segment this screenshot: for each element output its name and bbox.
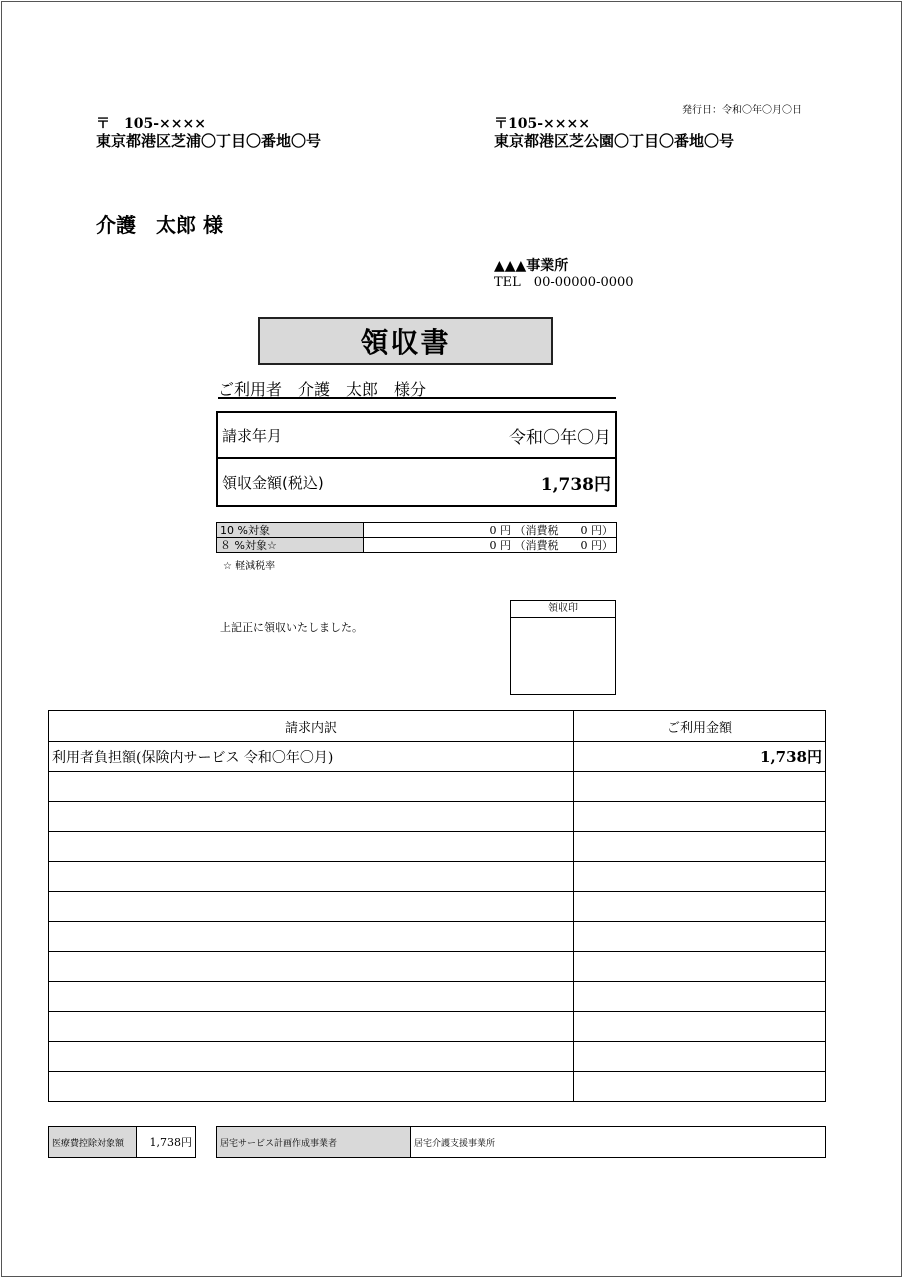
detail-item xyxy=(49,832,574,862)
table-row xyxy=(49,952,826,982)
tax-amount: 0 円 （消費税 xyxy=(489,523,559,537)
planner-value: 居宅介護支援事業所 xyxy=(414,1138,496,1149)
amount-label: 領収金額(税込) xyxy=(222,473,324,492)
detail-item xyxy=(49,772,574,802)
table-row xyxy=(49,832,826,862)
recipient-address: 東京都港区芝浦〇丁目〇番地〇号 xyxy=(96,132,322,150)
receipt-stamp-box xyxy=(510,600,616,695)
summary-box xyxy=(216,411,617,507)
sender-address: 東京都港区芝公園〇丁目〇番地〇号 xyxy=(494,132,735,150)
detail-amount xyxy=(574,892,826,922)
detail-item xyxy=(49,952,574,982)
amount-row xyxy=(218,459,615,505)
detail-amount xyxy=(574,952,826,982)
medical-value: 1,738円 xyxy=(149,1136,192,1149)
table-row xyxy=(49,742,826,772)
received-text: 上記正に領収いたしました。 xyxy=(220,621,363,634)
table-row xyxy=(49,772,826,802)
detail-item xyxy=(49,1072,574,1102)
detail-amount xyxy=(574,772,826,802)
reduced-rate-note: ☆ 軽減税率 xyxy=(223,561,276,572)
stamp-title: 領収印 xyxy=(511,601,615,618)
detail-item xyxy=(49,862,574,892)
tax-amount: 0 円 （消費税 xyxy=(489,538,559,552)
billing-month-label: 請求年月 xyxy=(222,426,283,445)
planner-label: 居宅サービス計画作成事業者 xyxy=(217,1127,411,1157)
table-row xyxy=(49,922,826,952)
table-row xyxy=(49,892,826,922)
amount-value: 1,738円 xyxy=(540,474,611,495)
detail-amount xyxy=(574,1042,826,1072)
detail-item xyxy=(49,802,574,832)
billing-month-row xyxy=(218,413,615,459)
detail-item xyxy=(49,922,574,952)
detail-header-row xyxy=(49,711,826,742)
medical-deduction-box xyxy=(48,1126,196,1158)
tax-tax: 0 円） xyxy=(580,523,613,537)
tax-value xyxy=(364,523,617,538)
detail-amount: 1,738円 xyxy=(574,742,826,772)
detail-amount xyxy=(574,832,826,862)
detail-item xyxy=(49,1042,574,1072)
medical-label: 医療費控除対象額 xyxy=(49,1127,137,1157)
sender-tel: TEL 00-00000-0000 xyxy=(494,275,634,290)
tax-label: ８ %対象☆ xyxy=(217,538,364,553)
detail-amount xyxy=(574,802,826,832)
detail-amount xyxy=(574,982,826,1012)
sender-office: ▲▲▲事業所 xyxy=(494,258,569,274)
detail-amount xyxy=(574,1072,826,1102)
table-row xyxy=(49,802,826,832)
planner-box xyxy=(216,1126,826,1158)
detail-table xyxy=(48,710,826,1102)
table-row xyxy=(49,982,826,1012)
detail-header-item: 請求内訳 xyxy=(49,711,574,742)
detail-amount xyxy=(574,922,826,952)
table-row xyxy=(49,1012,826,1042)
tax-value xyxy=(364,538,617,553)
tax-row xyxy=(217,538,617,553)
detail-body xyxy=(49,742,826,1102)
detail-item: 利用者負担額(保険内サービス 令和〇年〇月) xyxy=(49,742,574,772)
tax-tax: 0 円） xyxy=(580,538,613,552)
recipient-name: 介護 太郎 様 xyxy=(96,213,223,237)
receipt-title: 領収書 xyxy=(258,317,553,365)
tax-table xyxy=(216,522,617,553)
user-line: ご利用者 介護 太郎 様分 xyxy=(218,377,616,399)
detail-header-amount: ご利用金額 xyxy=(574,711,826,742)
issue-date: 発行日：令和〇年〇月〇日 xyxy=(682,105,802,116)
sender-postal: 〒105-×××× xyxy=(494,116,590,132)
tax-label: 10 %対象 xyxy=(217,523,364,538)
postal-mark: 〒 xyxy=(96,116,110,132)
table-row xyxy=(49,1072,826,1102)
table-row xyxy=(49,1042,826,1072)
recipient-postal-code: 105-×××× xyxy=(124,116,206,132)
detail-item xyxy=(49,892,574,922)
tax-row xyxy=(217,523,617,538)
detail-amount xyxy=(574,862,826,892)
detail-amount xyxy=(574,1012,826,1042)
detail-item xyxy=(49,1012,574,1042)
billing-month-value: 令和〇年〇月 xyxy=(509,427,611,448)
detail-item xyxy=(49,982,574,1012)
table-row xyxy=(49,862,826,892)
